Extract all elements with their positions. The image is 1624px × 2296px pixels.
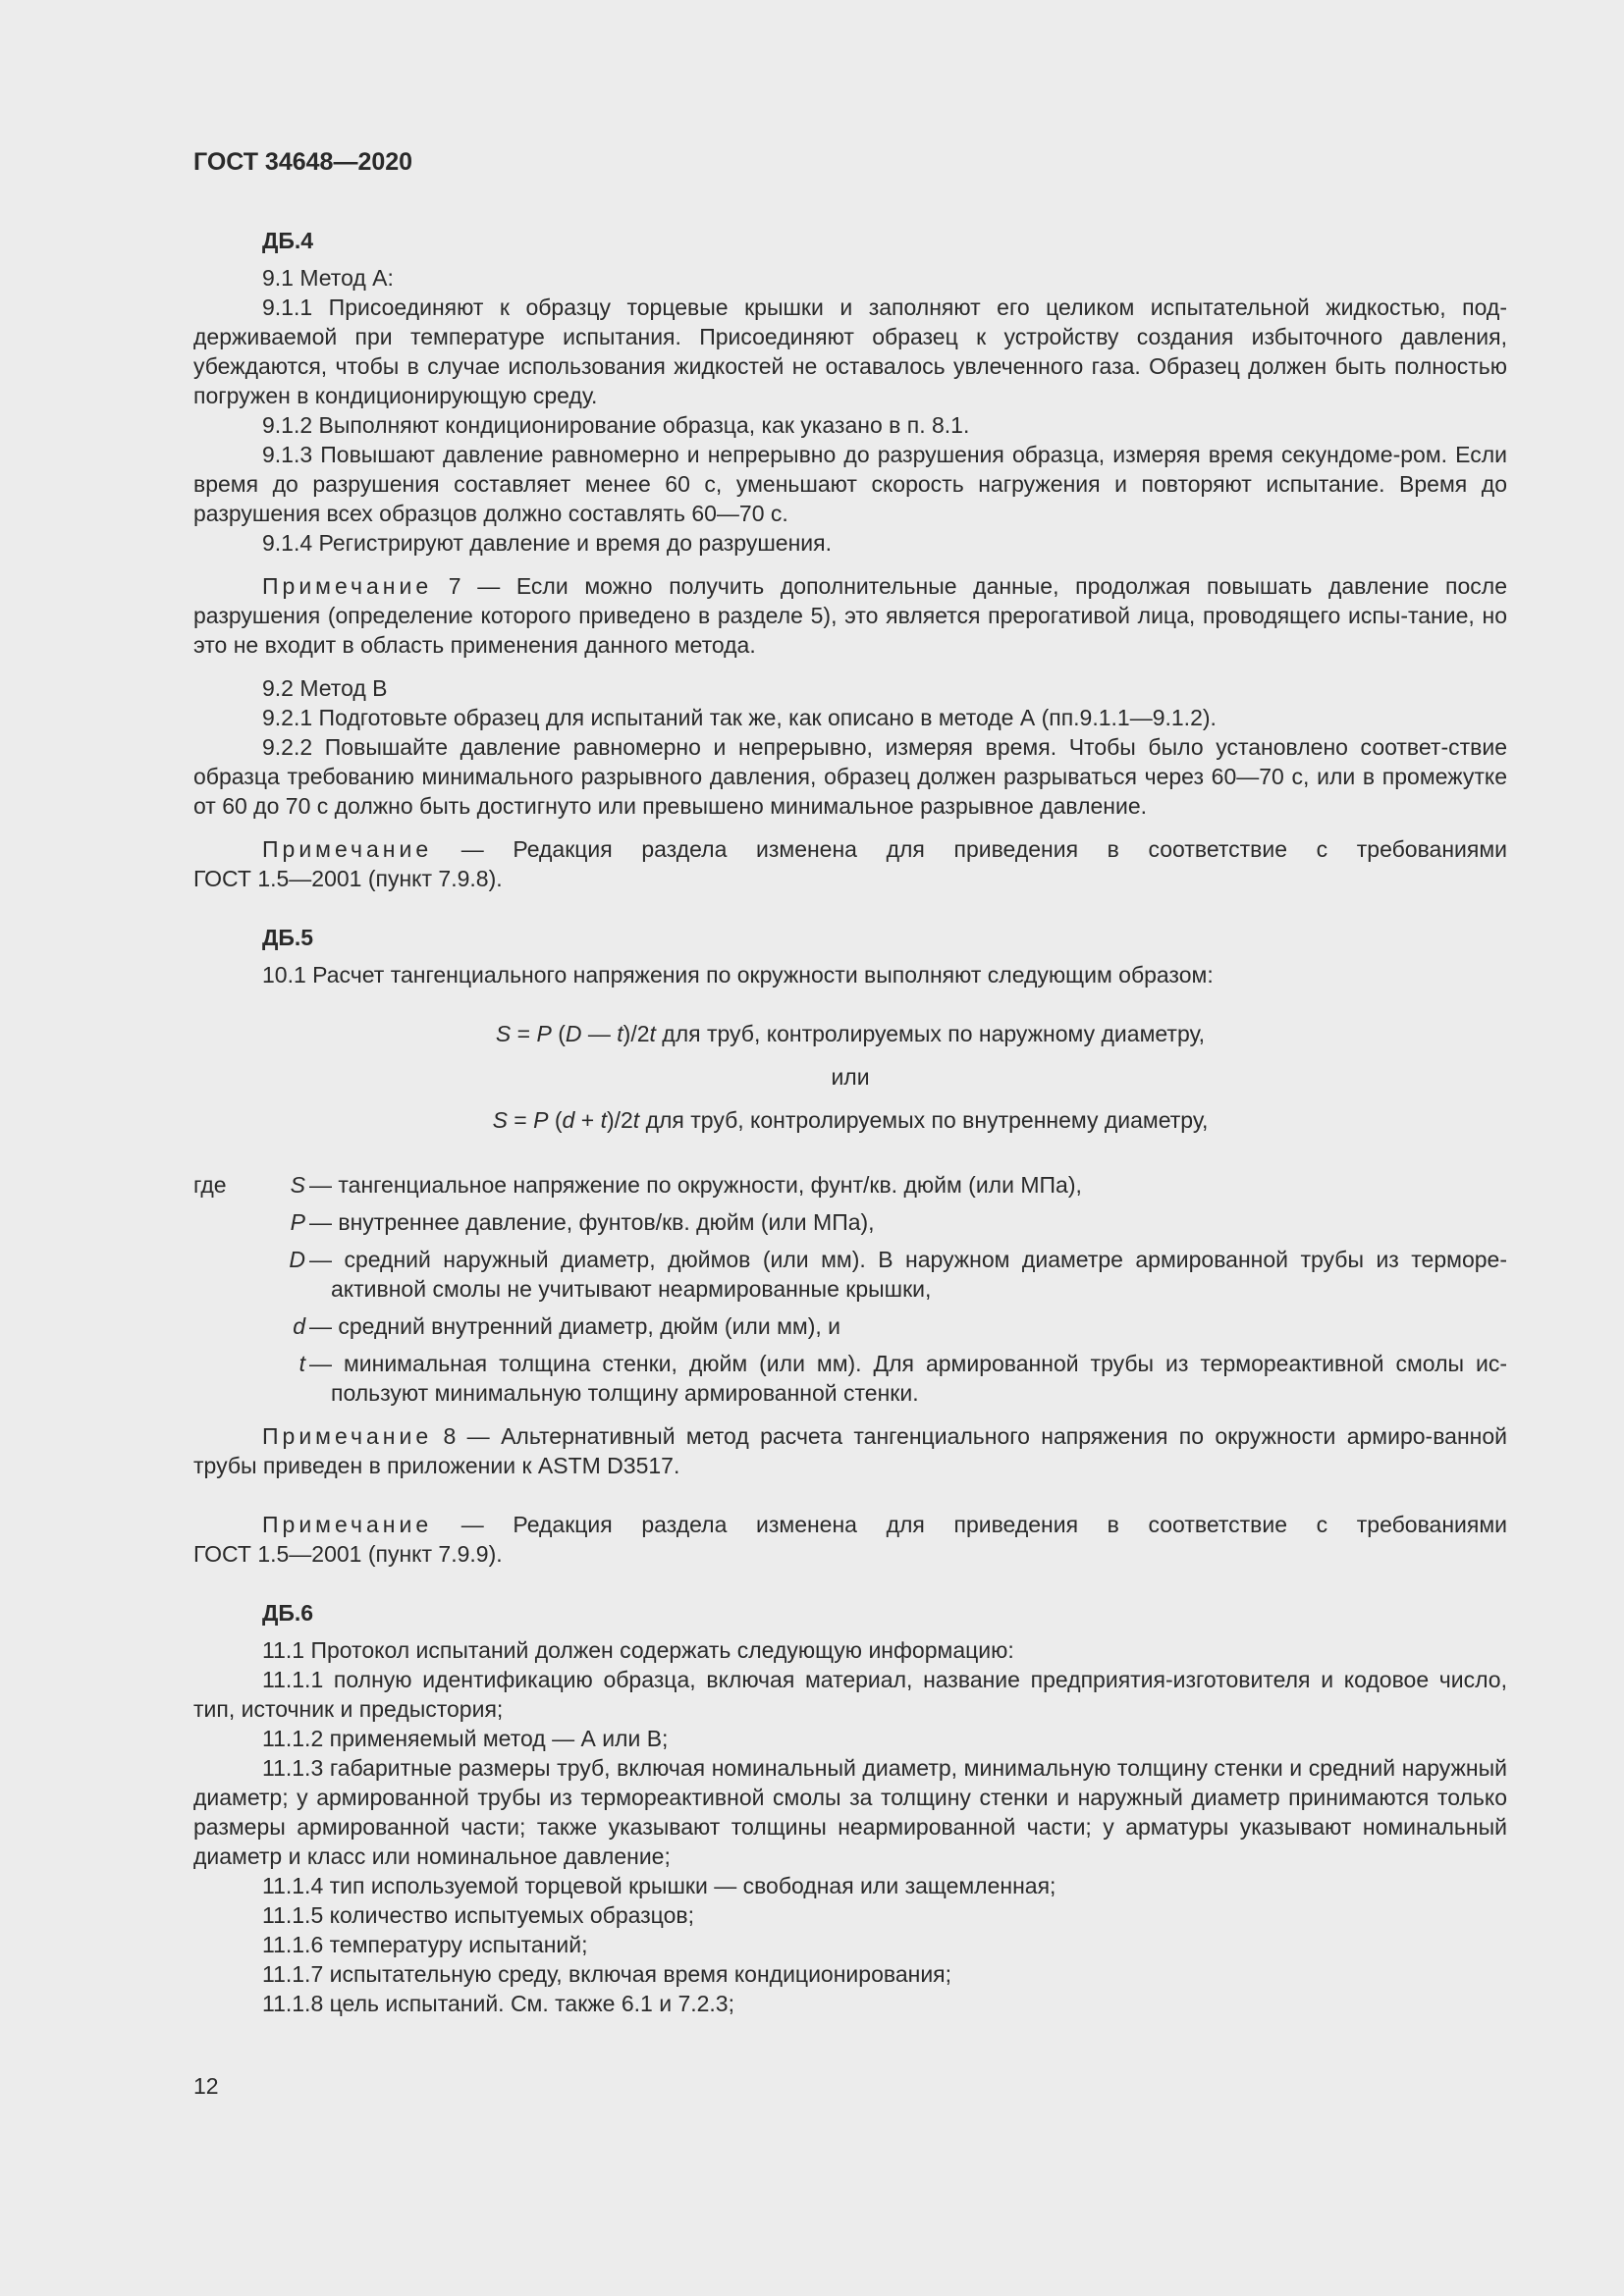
paragraph: 11.1.2 применяемый метод — А или В; xyxy=(262,1726,669,1751)
paragraph: 11.1.5 количество испытуемых образцов; xyxy=(262,1902,694,1928)
where-word: где xyxy=(193,1172,227,1198)
formula-or: или xyxy=(831,1064,870,1090)
paragraph: 9.2 Метод В xyxy=(262,675,388,701)
note-label: Примечание xyxy=(262,1423,433,1449)
section-heading-db5: ДБ.5 xyxy=(262,925,314,950)
definition-row xyxy=(193,1170,1507,1200)
definition-symbol: D xyxy=(289,1247,305,1272)
paragraph: 11.1.1 полную идентификацию образца, включая материал, название предприятия-изготовителя и кодовое число, тип, источник и предыстория; xyxy=(193,1667,1507,1722)
paragraph: 11.1.4 тип используемой торцевой крышки — свободная или защемленная; xyxy=(262,1873,1056,1898)
paragraph: 9.1.1 Присоединяют к образцу торцевые крышки и заполняют его целиком испытательной жидкостью, под-держиваемой при температуре испытания. Присоединяют образец к устройству создания избыточного давления, убеждаются, чтобы в случае использования жидкостей не оставалось увлеченного газа. Образец должен быть полностью погружен в кондиционирующую среду. xyxy=(193,294,1507,408)
definition-text: — внутреннее давление, фунтов/кв. дюйм (или МПа), xyxy=(309,1209,875,1235)
paragraph: 11.1 Протокол испытаний должен содержать следующую информацию: xyxy=(262,1637,1014,1663)
note-text: 8 — Альтернативный метод расчета тангенциального напряжения по окружности армиро-ванной трубы приведен в приложении к ASTM D3517. xyxy=(193,1423,1507,1478)
definition-row xyxy=(193,1349,1507,1378)
formula-outer-diameter: S = P (D — t)/2t для труб, контролируемых по наружному диаметру, xyxy=(495,1021,1206,1046)
page-number: 12 xyxy=(193,2073,219,2099)
document-body xyxy=(193,226,1507,2018)
paragraph: 9.2.2 Повышайте давление равномерно и непрерывно, измеряя время. Чтобы было установлено соответ-ствие образца требованию минимального разрывного давления, образец должен разрываться через 60—70 с, или в промежутке от 60 до 70 с должно быть достигнуто или превышено минимальное разрывное давление. xyxy=(193,734,1507,819)
edit-note-db4-cont: ГОСТ 1.5—2001 (пункт 7.9.8). xyxy=(193,866,503,891)
document-header: ГОСТ 34648—2020 xyxy=(193,148,413,176)
definition-symbol: t xyxy=(298,1351,305,1376)
note-label: Примечание xyxy=(262,836,433,862)
definition-row-cont xyxy=(193,1274,1507,1304)
paragraph: 9.2.1 Подготовьте образец для испытаний так же, как описано в методе А (пп.9.1.1—9.1.2). xyxy=(262,705,1217,730)
definition-text: — средний наружный диаметр, дюймов (или мм). В наружном диаметре армированной трубы из терморе- xyxy=(309,1247,1507,1272)
definition-text: — минимальная толщина стенки, дюйм (или мм). Для армированной трубы из термореактивной смолы ис- xyxy=(309,1351,1507,1376)
note-text: — Редакция раздела изменена для приведения в соответствие с требованиями xyxy=(432,836,1507,862)
paragraph: 11.1.7 испытательную среду, включая время кондиционирования; xyxy=(262,1961,952,1987)
formula-text: для труб, контролируемых по наружному диаметру, xyxy=(655,1021,1206,1046)
formula-text: для труб, контролируемых по внутреннему диаметру, xyxy=(639,1107,1209,1133)
note-label: Примечание xyxy=(262,1512,433,1537)
paragraph: 10.1 Расчет тангенциального напряжения по окружности выполняют следующим образом: xyxy=(262,962,1214,988)
definition-text: — средний внутренний диаметр, дюйм (или мм), и xyxy=(309,1313,841,1339)
definition-text: — тангенциальное напряжение по окружности, фунт/кв. дюйм (или МПа), xyxy=(309,1172,1082,1198)
definition-row-cont xyxy=(193,1378,1507,1408)
definition-symbol: P xyxy=(290,1209,305,1235)
paragraph: 9.1.4 Регистрируют давление и время до разрушения. xyxy=(262,530,832,556)
note-label: Примечание xyxy=(262,573,433,599)
paragraph: 9.1.3 Повышают давление равномерно и непрерывно до разрушения образца, измеряя время секундоме-ром. Если время до разрушения составляет менее 60 с, уменьшают скорость нагружения и повторяют испытание. Время до разрушения всех образцов должно составлять 60—70 с. xyxy=(193,442,1507,526)
paragraph: 9.1.2 Выполняют кондиционирование образца, как указано в п. 8.1. xyxy=(262,412,970,438)
section-heading-db6: ДБ.6 xyxy=(262,1600,314,1626)
edit-note-db4 xyxy=(193,834,1507,864)
definition-row xyxy=(193,1207,1507,1237)
formula-inner-diameter: S = P (d + t)/2t для труб, контролируемых по внутреннему диаметру, xyxy=(492,1107,1209,1133)
note-text: 7 — Если можно получить дополнительные данные, продолжая повышать давление после разрушения (определение которого приведено в разделе 5), это является прерогативой лица, проводящего испы-тание, но это не входит в область применения данного метода. xyxy=(193,573,1507,658)
note-8 xyxy=(193,1421,1507,1480)
paragraph: 9.1 Метод А: xyxy=(262,265,394,291)
paragraph: 11.1.6 температуру испытаний; xyxy=(262,1932,588,1957)
definition-symbol: S xyxy=(290,1172,305,1198)
note-text: — Редакция раздела изменена для приведения в соответствие с требованиями xyxy=(432,1512,1507,1537)
definitions-list xyxy=(193,1170,1507,1408)
section-heading-db4: ДБ.4 xyxy=(262,228,314,253)
paragraph: 11.1.3 габаритные размеры труб, включая номинальный диаметр, минимальную толщину стенки и средний наружный диаметр; у армированной трубы из термореактивной смолы за толщину стенки и наружный диаметр принимаются только размеры армированной части; также указывают толщины неармированной части; у арматуры указывают номинальный диаметр и класс или номинальное давление; xyxy=(193,1755,1507,1869)
definition-row xyxy=(193,1245,1507,1274)
edit-note-db5 xyxy=(193,1510,1507,1539)
definition-text-cont: активной смолы не учитывают неармированные крышки, xyxy=(331,1276,932,1302)
definition-symbol: d xyxy=(293,1313,305,1339)
paragraph: 11.1.8 цель испытаний. См. также 6.1 и 7.2.3; xyxy=(262,1991,734,2016)
note-7 xyxy=(193,571,1507,660)
edit-note-db5-cont: ГОСТ 1.5—2001 (пункт 7.9.9). xyxy=(193,1541,503,1567)
definition-text-cont: пользуют минимальную толщину армированной стенки. xyxy=(331,1380,919,1406)
definition-row xyxy=(193,1311,1507,1341)
